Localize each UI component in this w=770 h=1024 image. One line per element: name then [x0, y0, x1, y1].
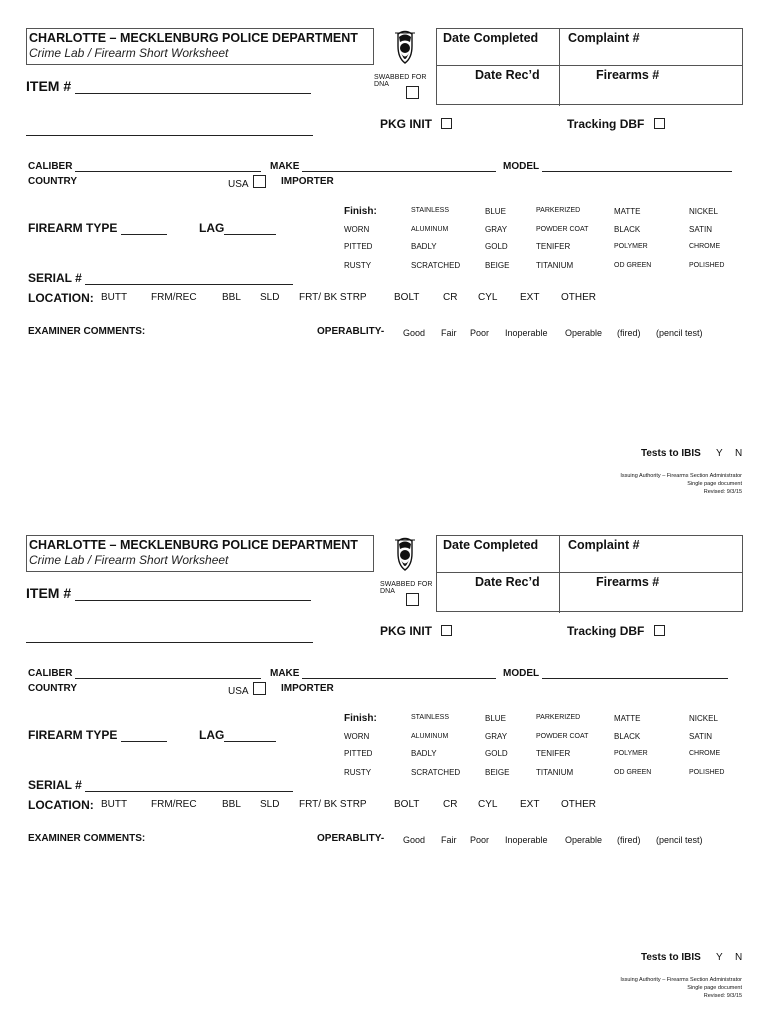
- finish-beige[interactable]: BEIGE: [485, 768, 510, 777]
- pkg-init-row: [380, 117, 452, 131]
- finish-black[interactable]: BLACK: [614, 225, 641, 234]
- location-ext[interactable]: EXT: [520, 292, 540, 303]
- location-label: LOCATION:: [28, 291, 94, 305]
- ibis-label: Tests to IBIS: [641, 952, 701, 963]
- date-completed-label: Date Completed: [443, 538, 539, 552]
- operability-poor[interactable]: Poor: [470, 835, 490, 845]
- tracking-label: Tracking DBF: [567, 117, 645, 131]
- caliber-row: [28, 160, 261, 172]
- swabbed-box: [374, 66, 436, 105]
- finish-worn[interactable]: WORN: [344, 225, 370, 234]
- usa-label: USA: [228, 179, 249, 190]
- pkg-init-checkbox[interactable]: [441, 625, 452, 636]
- finish-scratched[interactable]: SCRATCHED: [411, 261, 461, 270]
- caliber-row: [28, 667, 261, 679]
- finish-satin[interactable]: SATIN: [689, 225, 712, 234]
- location-frt-bk-strp[interactable]: FRT/ BK STRP: [299, 799, 367, 810]
- finish-nickel[interactable]: NICKEL: [689, 714, 718, 723]
- date-complaint-grid: [436, 28, 743, 105]
- header-box: [26, 28, 374, 65]
- ibis-label: Tests to IBIS: [641, 448, 701, 459]
- ibis-yes[interactable]: Y: [716, 448, 723, 459]
- finish-polished[interactable]: POLISHED: [689, 769, 725, 776]
- usa-label: USA: [228, 686, 249, 697]
- make-label: MAKE: [270, 161, 300, 172]
- make-field[interactable]: [302, 667, 496, 679]
- header-box: [26, 535, 374, 572]
- make-row: [270, 160, 496, 172]
- make-row: [270, 667, 496, 679]
- finish-gold[interactable]: GOLD: [485, 749, 508, 758]
- serial-field[interactable]: [85, 780, 293, 792]
- finish-label: Finish:: [344, 713, 377, 724]
- finish-stainless[interactable]: STAINLESS: [411, 714, 449, 721]
- usa-checkbox[interactable]: [253, 175, 266, 188]
- footer-revised: Revised: 9/3/15: [703, 489, 742, 495]
- tracking-row: [567, 117, 665, 131]
- lag-label: LAG: [199, 728, 225, 742]
- location-bbl[interactable]: BBL: [222, 292, 241, 303]
- location-sld[interactable]: SLD: [260, 799, 280, 810]
- finish-tenifer[interactable]: TENIFER: [536, 749, 571, 758]
- operability-fair[interactable]: Fair: [441, 328, 457, 338]
- model-row: [503, 667, 728, 679]
- pkg-init-label: PKG INIT: [380, 117, 433, 131]
- finish-rusty[interactable]: RUSTY: [344, 768, 372, 777]
- date-completed-label: Date Completed: [443, 31, 539, 45]
- operability-poor[interactable]: Poor: [470, 328, 490, 338]
- finish-pitted[interactable]: PITTED: [344, 242, 373, 251]
- operability-inoperable[interactable]: Inoperable: [505, 328, 548, 338]
- location-butt[interactable]: BUTT: [101, 799, 128, 810]
- firearm-type-row: [28, 728, 167, 742]
- model-label: MODEL: [503, 161, 539, 172]
- usa-row: [228, 175, 266, 190]
- finish-nickel[interactable]: NICKEL: [689, 207, 718, 216]
- finish-parkerized[interactable]: PARKERIZED: [536, 207, 581, 214]
- finish-od-green[interactable]: OD GREEN: [614, 769, 652, 776]
- finish-gold[interactable]: GOLD: [485, 242, 508, 251]
- model-field[interactable]: [542, 667, 728, 679]
- finish-stainless[interactable]: STAINLESS: [411, 207, 449, 214]
- ibis-yes[interactable]: Y: [716, 952, 723, 963]
- operability-label: OPERABLITY-: [317, 326, 385, 337]
- examiner-comments-label: EXAMINER COMMENTS:: [28, 833, 146, 844]
- finish-matte[interactable]: MATTE: [614, 714, 641, 723]
- location-cyl[interactable]: CYL: [478, 292, 498, 303]
- item-field[interactable]: [75, 82, 311, 94]
- country-label: COUNTRY: [28, 176, 78, 187]
- location-label: LOCATION:: [28, 798, 94, 812]
- pkg-init-label: PKG INIT: [380, 624, 433, 638]
- complaint-label: Complaint #: [568, 31, 640, 45]
- importer-label: IMPORTER: [281, 683, 334, 694]
- finish-blue[interactable]: BLUE: [485, 714, 506, 723]
- tracking-label: Tracking DBF: [567, 624, 645, 638]
- swabbed-label: SWABBED FOR DNA: [380, 581, 433, 595]
- operability-inoperable[interactable]: Inoperable: [505, 835, 548, 845]
- location-frm-rec[interactable]: FRM/REC: [151, 292, 197, 303]
- department-title: CHARLOTTE – MECKLENBURG POLICE DEPARTMENT: [29, 31, 358, 45]
- location-bolt[interactable]: BOLT: [394, 799, 420, 810]
- finish-matte[interactable]: MATTE: [614, 207, 641, 216]
- finish-titanium[interactable]: TITANIUM: [536, 261, 574, 270]
- location-sld[interactable]: SLD: [260, 292, 280, 303]
- ibis-no[interactable]: N: [735, 448, 743, 459]
- firearm-type-field[interactable]: [121, 223, 167, 235]
- location-cyl[interactable]: CYL: [478, 799, 498, 810]
- finish-scratched[interactable]: SCRATCHED: [411, 768, 461, 777]
- make-field[interactable]: [302, 160, 496, 172]
- finish-aluminum[interactable]: ALUMINUM: [411, 733, 449, 740]
- footer: [620, 472, 742, 496]
- operability-good[interactable]: Good: [403, 328, 426, 338]
- caliber-label: CALIBER: [28, 161, 73, 172]
- footer-revised: Revised: 9/3/15: [703, 993, 742, 999]
- department-title: CHARLOTTE – MECKLENBURG POLICE DEPARTMENT: [29, 538, 358, 552]
- operability-fired[interactable]: (fired): [617, 328, 641, 338]
- finish-polished[interactable]: POLISHED: [689, 262, 725, 269]
- lag-row: [199, 221, 276, 235]
- pkg-init-checkbox[interactable]: [441, 118, 452, 129]
- operability-fair[interactable]: Fair: [441, 835, 457, 845]
- swabbed-box: [374, 573, 436, 612]
- finish-chrome[interactable]: CHROME: [689, 750, 721, 757]
- item-label: ITEM #: [26, 585, 72, 601]
- worksheet-subtitle: Crime Lab / Firearm Short Worksheet: [29, 553, 229, 567]
- firearm-type-row: [28, 221, 167, 235]
- swabbed-checkbox[interactable]: [406, 593, 419, 606]
- item-field[interactable]: [75, 589, 311, 601]
- finish-polymer[interactable]: POLYMER: [614, 750, 648, 757]
- importer-label: IMPORTER: [281, 176, 334, 187]
- finish-worn[interactable]: WORN: [344, 732, 370, 741]
- finish-black[interactable]: BLACK: [614, 732, 641, 741]
- date-recd-label: Date Rec’d: [475, 575, 540, 589]
- operability-pencil-test[interactable]: (pencil test): [656, 835, 703, 845]
- caliber-field[interactable]: [75, 667, 261, 679]
- finish-badly[interactable]: BADLY: [411, 242, 437, 251]
- worksheet-subtitle: Crime Lab / Firearm Short Worksheet: [29, 46, 229, 60]
- tracking-checkbox[interactable]: [654, 625, 665, 636]
- location-bbl[interactable]: BBL: [222, 799, 241, 810]
- operability-pencil-test[interactable]: (pencil test): [656, 328, 703, 338]
- location-cr[interactable]: CR: [443, 799, 458, 810]
- location-ext[interactable]: EXT: [520, 799, 540, 810]
- finish-powder-coat[interactable]: POWDER COAT: [536, 226, 589, 233]
- lag-field[interactable]: [224, 223, 276, 235]
- usa-checkbox[interactable]: [253, 682, 266, 695]
- serial-label: SERIAL #: [28, 271, 82, 285]
- firearms-label: Firearms #: [596, 68, 660, 82]
- pkg-init-row: [380, 624, 452, 638]
- firearms-label: Firearms #: [596, 575, 660, 589]
- tracking-row: [567, 624, 665, 638]
- swabbed-checkbox[interactable]: [406, 86, 419, 99]
- caliber-field[interactable]: [75, 160, 261, 172]
- finish-powder-coat[interactable]: POWDER COAT: [536, 733, 589, 740]
- location-frm-rec[interactable]: FRM/REC: [151, 799, 197, 810]
- serial-field[interactable]: [85, 273, 293, 285]
- finish-tenifer[interactable]: TENIFER: [536, 242, 571, 251]
- complaint-label: Complaint #: [568, 538, 640, 552]
- item-row: [26, 585, 311, 601]
- footer-single-page: Single page document: [687, 481, 742, 487]
- finish-beige[interactable]: BEIGE: [485, 261, 510, 270]
- date-complaint-grid: [436, 535, 743, 612]
- item-extra-line[interactable]: [26, 625, 313, 643]
- finish-aluminum[interactable]: ALUMINUM: [411, 226, 449, 233]
- item-extra-line[interactable]: [26, 118, 313, 136]
- location-butt[interactable]: BUTT: [101, 292, 128, 303]
- lag-field[interactable]: [224, 730, 276, 742]
- worksheet-top: [0, 0, 770, 506]
- finish-blue[interactable]: BLUE: [485, 207, 506, 216]
- location-bolt[interactable]: BOLT: [394, 292, 420, 303]
- finish-polymer[interactable]: POLYMER: [614, 243, 648, 250]
- usa-row: [228, 682, 266, 697]
- caliber-label: CALIBER: [28, 668, 73, 679]
- examiner-comments-label: EXAMINER COMMENTS:: [28, 326, 146, 337]
- finish-od-green[interactable]: OD GREEN: [614, 262, 652, 269]
- footer-single-page: Single page document: [687, 985, 742, 991]
- police-logo: [374, 535, 436, 573]
- police-logo: [374, 28, 436, 66]
- firearm-type-label: FIREARM TYPE: [28, 728, 118, 742]
- lag-row: [199, 728, 276, 742]
- finish-titanium[interactable]: TITANIUM: [536, 768, 574, 777]
- footer-authority: Issuing Authority – Firearms Section Administrator: [620, 977, 742, 983]
- country-label: COUNTRY: [28, 683, 78, 694]
- location-frt-bk-strp[interactable]: FRT/ BK STRP: [299, 292, 367, 303]
- ibis-no[interactable]: N: [735, 952, 743, 963]
- firearm-type-field[interactable]: [121, 730, 167, 742]
- finish-rusty[interactable]: RUSTY: [344, 261, 372, 270]
- lag-label: LAG: [199, 221, 225, 235]
- firearm-type-label: FIREARM TYPE: [28, 221, 118, 235]
- operability-operable[interactable]: Operable: [565, 835, 603, 845]
- item-row: [26, 78, 311, 94]
- finish-parkerized[interactable]: PARKERIZED: [536, 714, 581, 721]
- model-label: MODEL: [503, 668, 539, 679]
- worksheet-bottom: [0, 507, 770, 1013]
- serial-row: [28, 778, 293, 792]
- operability-good[interactable]: Good: [403, 835, 426, 845]
- date-recd-label: Date Rec’d: [475, 68, 540, 82]
- serial-row: [28, 271, 293, 285]
- finish-gray[interactable]: GRAY: [485, 732, 508, 741]
- model-field[interactable]: [542, 160, 732, 172]
- finish-chrome[interactable]: CHROME: [689, 243, 721, 250]
- tracking-checkbox[interactable]: [654, 118, 665, 129]
- location-other[interactable]: OTHER: [561, 292, 596, 303]
- finish-badly[interactable]: BADLY: [411, 749, 437, 758]
- finish-satin[interactable]: SATIN: [689, 732, 712, 741]
- make-label: MAKE: [270, 668, 300, 679]
- model-row: [503, 160, 732, 172]
- operability-label: OPERABLITY-: [317, 833, 385, 844]
- footer: [620, 976, 742, 1000]
- operability-fired[interactable]: (fired): [617, 835, 641, 845]
- location-cr[interactable]: CR: [443, 292, 458, 303]
- finish-label: Finish:: [344, 206, 377, 217]
- operability-operable[interactable]: Operable: [565, 328, 603, 338]
- finish-pitted[interactable]: PITTED: [344, 749, 373, 758]
- serial-label: SERIAL #: [28, 778, 82, 792]
- item-label: ITEM #: [26, 78, 72, 94]
- footer-authority: Issuing Authority – Firearms Section Administrator: [620, 473, 742, 479]
- swabbed-label: SWABBED FOR DNA: [374, 74, 427, 88]
- finish-gray[interactable]: GRAY: [485, 225, 508, 234]
- location-other[interactable]: OTHER: [561, 799, 596, 810]
